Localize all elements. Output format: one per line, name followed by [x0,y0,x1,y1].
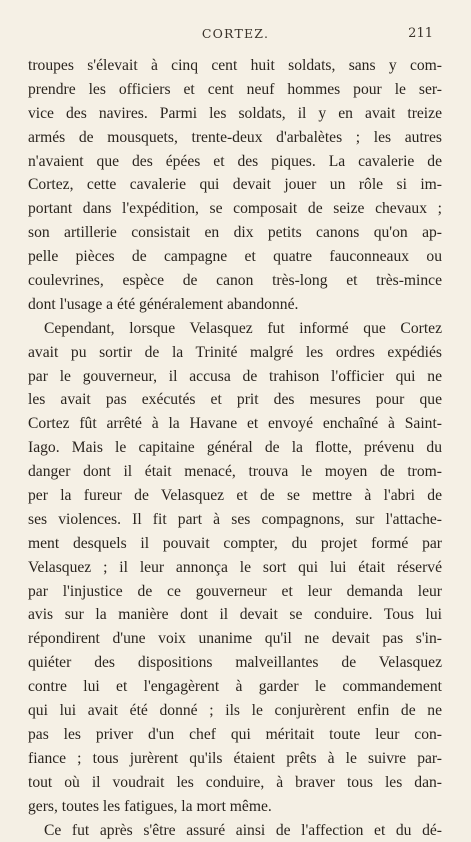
text-line: Cortez fût arrêté à la Havane et envoyé enchaîné à Saint- [28,412,442,436]
text-line: danger dont il était menacé, trouva le moyen de trom- [28,460,442,484]
text-line: vice des navires. Parmi les soldats, il y en avait treize [28,102,442,126]
text-line: Velasquez ; il leur annonça le sort qui lui était réservé [28,556,442,580]
running-head [0,24,471,44]
page-number: 211 [408,26,433,41]
paragraph-1 [28,54,442,317]
text-line: Iago. Mais le capitaine général de la flotte, prévenu du [28,436,442,460]
text-line: ses violences. Il fit part à ses compagnons, sur l'attache- [28,508,442,532]
text-line: pelle pièces de campagne et quatre fauconneaux ou [28,245,442,269]
text-line: avait pu sortir de la Trinité malgré les ordres expédiés [28,341,442,365]
text-line: contre lui et l'engagèrent à garder le commandement [28,675,442,699]
text-line: pas les priver d'un chef qui méritait toute leur con- [28,723,442,747]
text-line: fiance ; tous jurèrent qu'ils étaient prêts à le suivre par- [28,747,442,771]
text-line: par le gouverneur, il accusa de trahison l'officier qui ne [28,365,442,389]
text-line: ment desquels il pouvait compter, du projet formé par [28,532,442,556]
text-line: son artillerie consistait en dix petits canons qu'on ap- [28,221,442,245]
text-line: qui lui avait été donné ; ils le conjurèrent enfin de ne [28,699,442,723]
body-text [28,54,442,842]
text-line: per la fureur de Velasquez et de se mettre à l'abri de [28,484,442,508]
paragraph-2 [28,317,442,819]
text-line: quiéter des dispositions malveillantes de Velasquez [28,651,442,675]
text-line: par l'injustice de ce gouverneur et leur demanda leur [28,580,442,604]
paragraph-3 [28,819,442,842]
text-line: troupes s'élevait à cinq cent huit soldats, sans y com- [28,54,442,78]
text-line: Cependant, lorsque Velasquez fut informé que Cortez [28,317,442,341]
text-line: armés de mousquets, trente-deux d'arbalètes ; les autres [28,126,442,150]
text-line: prendre les officiers et cent neuf hommes pour le ser- [28,78,442,102]
text-line: gers, toutes les fatigues, la mort même. [28,795,442,819]
running-title: CORTEZ. [0,26,471,41]
text-line: portant dans l'expédition, se composait de seize chevaux ; [28,197,442,221]
text-line: Cortez, cette cavalerie qui devait jouer un rôle si im- [28,173,442,197]
text-line: Ce fut après s'être assuré ainsi de l'affection et du dé- [28,819,442,842]
text-line: dont l'usage a été généralement abandonné. [28,293,442,317]
text-line: tout où il voudrait les conduire, à braver tous les dan- [28,771,442,795]
text-line: les avait pas exécutés et prit des mesures pour que [28,388,442,412]
text-line: répondirent d'une voix unanime qu'il ne devait pas s'in- [28,627,442,651]
text-line: avis sur la manière dont il devait se conduire. Tous lui [28,603,442,627]
text-line: n'avaient que des épées et des piques. La cavalerie de [28,150,442,174]
text-line: coulevrines, espèce de canon très-long et très-mince [28,269,442,293]
